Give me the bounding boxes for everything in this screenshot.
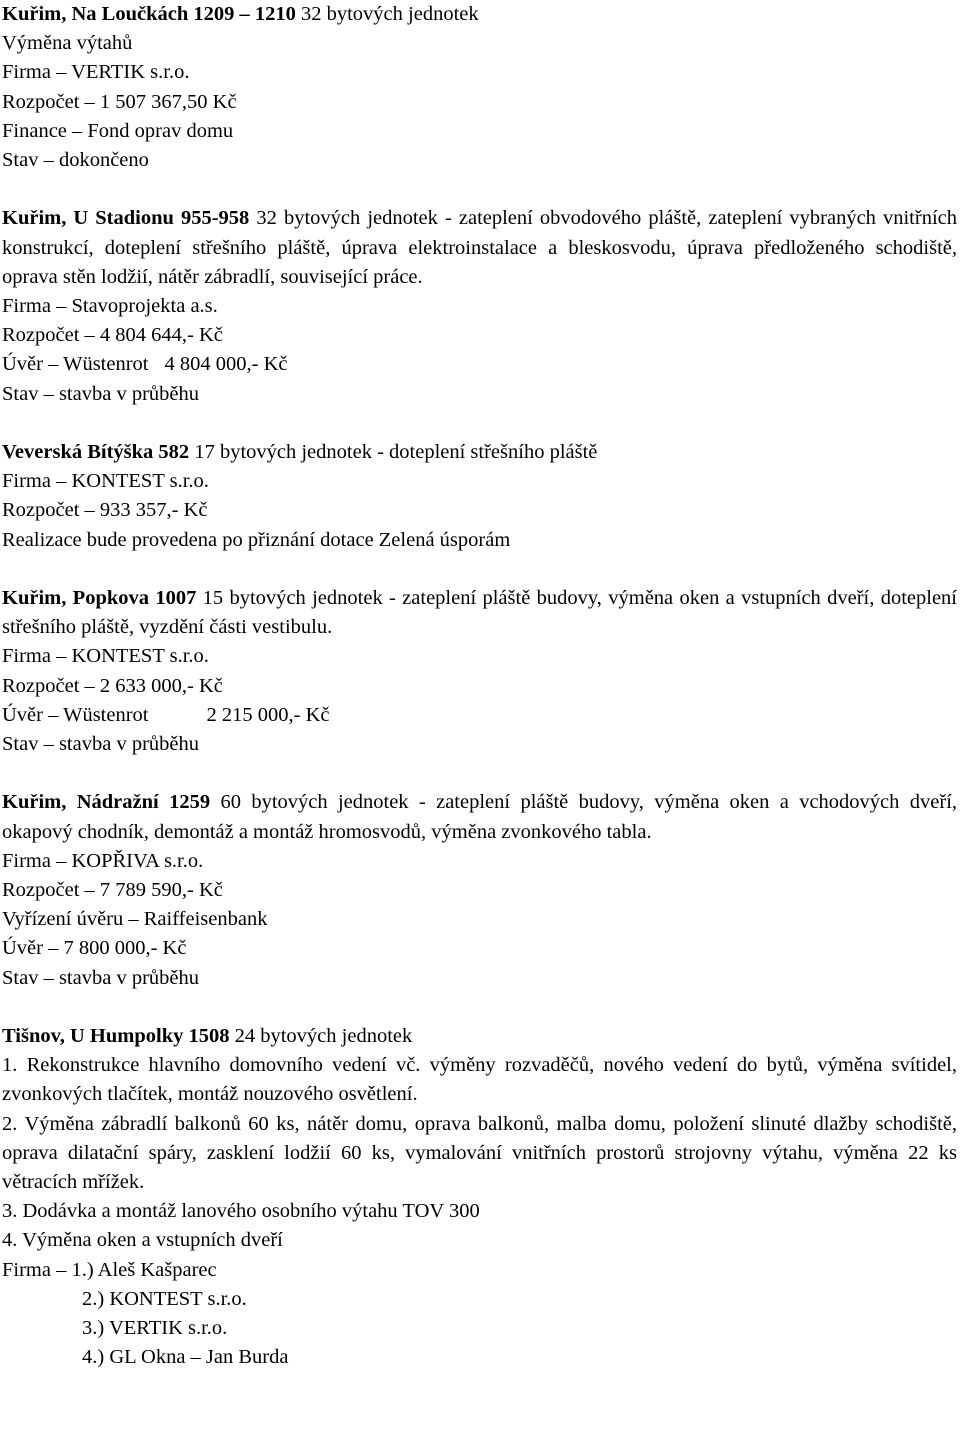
project-address: Kuřim, Popkova 1007 <box>2 587 197 610</box>
project-firm-item: 3.) VERTIK s.r.o. <box>82 1317 228 1340</box>
project-address: Kuřim, Nádražní 1259 <box>2 791 211 814</box>
project-description: 17 bytových jednotek - doteplení střešního pláště <box>194 441 598 464</box>
project-description: 15 bytových jednotek - zateplení pláště budovy, výměna oken a vstupních dveří, doteplení střešního pláště, vyzdění části vestibulu. <box>2 587 957 639</box>
project-finance: Finance – Fond oprav domu <box>2 119 234 142</box>
project-address: Tišnov, U Humpolky 1508 <box>2 1025 230 1048</box>
project-firm: Firma – KONTEST s.r.o. <box>2 645 209 668</box>
project-address: Veverská Bítýška 582 <box>2 441 190 464</box>
work-item: 1. Rekonstrukce hlavního domovního vedení vč. výměny rozvaděčů, nového vedení do bytů, výměna svítidel, zvonkových tlačítek, montáž nouzového osvětlení. <box>2 1054 957 1106</box>
loan-amount: 4 804 000,- Kč <box>164 353 288 376</box>
project-heading <box>2 0 957 29</box>
project-status: Stav – stavba v průběhu <box>2 966 199 989</box>
loan-label: Úvěr – Wüstenrot <box>2 703 149 726</box>
project-block <box>2 788 957 992</box>
project-heading <box>2 1022 957 1051</box>
project-heading <box>2 204 957 292</box>
project-note: Realizace bude provedena po přiznání dotace Zelená úsporám <box>2 528 511 551</box>
project-heading <box>2 438 957 467</box>
project-block <box>2 1022 957 1372</box>
project-address: Kuřim, U Stadionu 955-958 <box>2 207 250 230</box>
project-budget: Rozpočet – 4 804 644,- Kč <box>2 324 223 347</box>
project-budget: Rozpočet – 933 357,- Kč <box>2 499 208 522</box>
project-status: Stav – stavba v průběhu <box>2 733 199 756</box>
project-firm-item: 4.) GL Okna – Jan Burda <box>82 1346 289 1369</box>
project-description: 32 bytových jednotek <box>300 3 479 25</box>
work-item: 4. Výměna oken a vstupních dveří <box>2 1229 283 1252</box>
project-loan <box>2 701 957 730</box>
project-detail-line: Výměna výtahů <box>2 32 133 55</box>
project-heading <box>2 788 957 846</box>
project-block <box>2 438 957 555</box>
project-description: 32 bytových jednotek - zateplení obvodového pláště, zateplení vybraných vnitřních konstrukcí, doteplení střešního pláště, úprava elektroinstalace a bleskosvodu, úprava předloženého schodiště, oprava stěn lodžií, nátěr zábradlí, související práce. <box>2 207 957 288</box>
loan-label: Úvěr – Wüstenrot <box>2 353 149 376</box>
work-item: 3. Dodávka a montáž lanového osobního výtahu TOV 300 <box>2 1200 480 1223</box>
project-block <box>2 204 957 408</box>
project-loan-processing: Vyřízení úvěru – Raiffeisenbank <box>2 908 268 931</box>
work-item: 2. Výměna zábradlí balkonů 60 ks, nátěr domu, oprava balkonů, malba domu, položení slinuté dlažby schodiště, oprava dilatační spáry, zasklení lodžií 60 ks, vymalování vnitřních prostorů strojovny výtahu, výměna 22 ks větracích mřížek. <box>2 1112 957 1194</box>
project-firm: Firma – KOPŘIVA s.r.o. <box>2 849 204 872</box>
project-firm: Firma – Stavoprojekta a.s. <box>2 295 218 318</box>
project-heading <box>2 584 957 642</box>
project-budget: Rozpočet – 7 789 590,- Kč <box>2 879 223 902</box>
project-block <box>2 0 957 175</box>
project-description: 60 bytových jednotek - zateplení pláště budovy, výměna oken a vchodových dveří, okapový chodník, demontáž a montáž hromosvodů, výměna zvonkového tabla. <box>2 791 958 843</box>
project-address: Kuřim, Na Loučkách 1209 – 1210 <box>2 3 296 25</box>
project-firm: Firma – KONTEST s.r.o. <box>2 470 209 493</box>
project-firm: Firma – VERTIK s.r.o. <box>2 61 190 84</box>
project-firm-item: 2.) KONTEST s.r.o. <box>82 1287 247 1310</box>
loan-amount: 2 215 000,- Kč <box>206 703 330 726</box>
project-loan: Úvěr – 7 800 000,- Kč <box>2 937 187 960</box>
project-status: Stav – dokončeno <box>2 149 149 172</box>
project-budget: Rozpočet – 1 507 367,50 Kč <box>2 90 237 113</box>
project-budget: Rozpočet – 2 633 000,- Kč <box>2 674 223 697</box>
project-status: Stav – stavba v průběhu <box>2 382 199 405</box>
project-block <box>2 584 957 759</box>
project-loan <box>2 350 957 379</box>
project-description: 24 bytových jednotek <box>234 1025 413 1048</box>
project-firm: Firma – 1.) Aleš Kašparec <box>2 1258 217 1281</box>
